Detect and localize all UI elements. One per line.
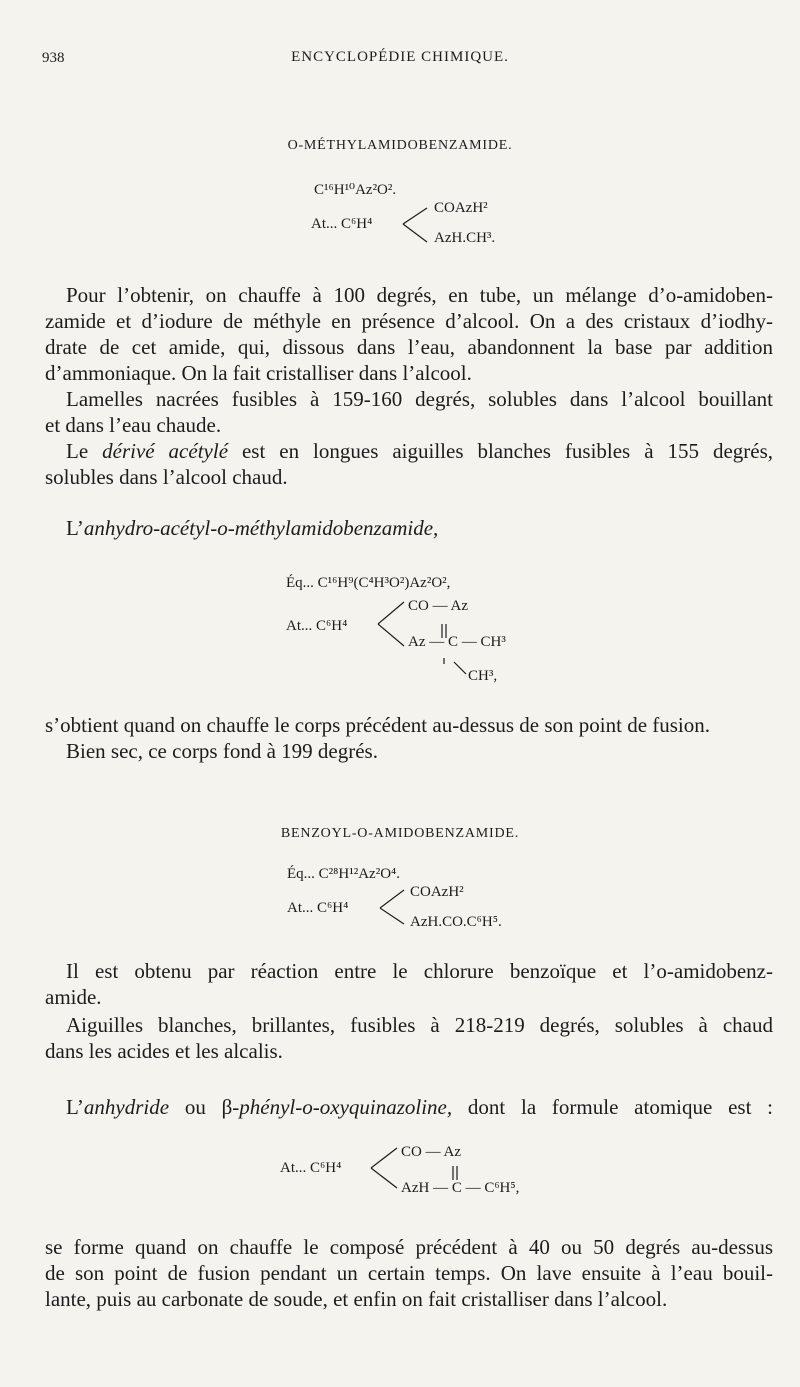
- text-line: zamide et d’iodure de méthyle en présence d’alcool. On a des cristaux d’iodhy-: [45, 309, 773, 333]
- equivalent-formula: Éq... C²⁸H¹²Az²O⁴.: [287, 866, 401, 882]
- formula-branch-top: CO — Az: [408, 598, 468, 614]
- text-line: et dans l’eau chaude.: [45, 413, 222, 437]
- text-line: Il est obtenu par réaction entre le chlorure benzoïque et l’o-amidobenz-: [66, 959, 773, 983]
- section-title: O-MÉTHYLAMIDOBENZAMIDE.: [287, 138, 513, 153]
- paragraph: [66, 1012, 773, 1038]
- formula-branch-top: COAzH²: [434, 200, 488, 216]
- text-line: lante, puis au carbonate de soude, et enfin on fait cristalliser dans l’alcool.: [45, 1287, 668, 1311]
- paragraph: [66, 386, 773, 412]
- text-line: Bien sec, ce corps fond à 199 degrés.: [66, 739, 378, 763]
- text-line: drate de cet amide, qui, dissous dans l’eau, abandonnent la base par addition: [45, 335, 773, 359]
- compound-heading: L’anhydro-acétyl-o-méthylamidobenzamide,: [66, 516, 439, 540]
- text-line: se forme quand on chauffe le composé précédent à 40 ou 50 degrés au-dessus: [45, 1235, 773, 1259]
- running-head: ENCYCLOPÉDIE CHIMIQUE.: [291, 49, 509, 65]
- atomic-formula-prefix: At... C⁶H⁴: [311, 216, 373, 232]
- text-line: dans les acides et les alcalis.: [45, 1039, 283, 1063]
- text-line: Pour l’obtenir, on chauffe à 100 degrés, en tube, un mélange d’o-amidoben-: [66, 283, 773, 307]
- section-title: BENZOYL-O-AMIDOBENZAMIDE.: [280, 826, 520, 841]
- formula-branch-bottom: AzH — C — C⁶H⁵,: [401, 1180, 520, 1196]
- formula-branch-bottom: AzH.CH³.: [434, 230, 496, 246]
- paragraph: [66, 958, 773, 984]
- bond-lines: [380, 890, 410, 926]
- page-number: 938: [42, 50, 65, 66]
- atomic-formula-prefix: At... C⁶H⁴: [287, 900, 349, 916]
- text-line: s’obtient quand on chauffe le corps précédent au-dessus de son point de fusion.: [45, 713, 711, 737]
- text-line: solubles dans l’alcool chaud.: [45, 465, 288, 489]
- paragraph: [66, 282, 773, 308]
- compound-heading: [66, 1094, 773, 1120]
- formula-branch-bottom: Az — C — CH³: [408, 634, 506, 650]
- paragraph: [45, 1234, 773, 1312]
- formula-branch-top: CO — Az: [401, 1144, 461, 1160]
- text-line: d’ammoniaque. On la fait cristalliser dans l’alcool.: [45, 361, 472, 385]
- text-line: L’anhydride ou β-phényl-o-oxyquinazoline, dont la formule atomique est :: [66, 1095, 773, 1119]
- paragraph: [45, 308, 773, 386]
- text-line: de son point de fusion pendant un certain temps. On lave ensuite à l’eau bouil-: [45, 1261, 773, 1285]
- bond-lines: [403, 208, 433, 244]
- atomic-formula-prefix: At... C⁶H⁴: [280, 1160, 342, 1176]
- text-line: Lamelles nacrées fusibles à 159-160 degrés, solubles dans l’alcool bouillant: [66, 387, 773, 411]
- paragraph: [66, 438, 773, 464]
- formula-branch-methyl: CH³,: [468, 668, 498, 684]
- text-line: Le dérivé acétylé est en longues aiguilles blanches fusibles à 155 degrés,: [66, 439, 773, 463]
- formula-branch-top: COAzH²: [410, 884, 464, 900]
- atomic-formula-prefix: At... C⁶H⁴: [286, 618, 348, 634]
- text-line: amide.: [45, 985, 102, 1009]
- equivalent-formula: C¹⁶H¹⁰Az²O².: [314, 182, 397, 198]
- text-line: Aiguilles blanches, brillantes, fusibles à 218-219 degrés, solubles à chaud: [66, 1013, 773, 1037]
- formula-branch-bottom: AzH.CO.C⁶H⁵.: [410, 914, 502, 930]
- equivalent-formula: Éq... C¹⁶H⁹(C⁴H³O²)Az²O²,: [286, 575, 451, 591]
